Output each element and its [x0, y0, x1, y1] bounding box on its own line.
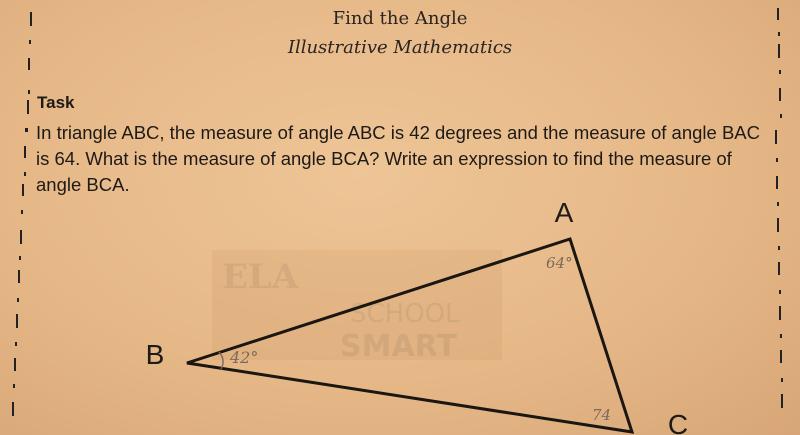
border-dash [781, 394, 783, 408]
border-dash [780, 114, 782, 118]
border-dash [779, 70, 781, 74]
border-dash [15, 342, 17, 346]
task-heading: Task [37, 93, 75, 112]
watermark-text-3: SMART [340, 329, 457, 364]
border-dash [777, 202, 779, 206]
border-dash [25, 128, 28, 132]
border-dash [780, 350, 782, 363]
worksheet-source: Illustrative Mathematics [287, 37, 513, 58]
border-dash [780, 334, 782, 338]
border-dash [24, 146, 26, 158]
border-dash [28, 90, 30, 94]
worksheet-title: Find the Angle [332, 8, 468, 29]
border-dash [18, 270, 20, 283]
vertex-label-a: A [554, 197, 574, 228]
border-dash [28, 58, 30, 70]
border-dash [779, 306, 781, 320]
border-dash [24, 172, 26, 176]
border-dash [13, 384, 15, 388]
border-dash [776, 176, 778, 189]
border-dash [16, 314, 18, 328]
border-dash [20, 230, 22, 244]
border-dash [778, 246, 780, 250]
task-text: In triangle ABC, the measure of angle ABC is 42 degrees and the measure of angle BAC is 64. What is the measure of angle BCA? Write an expression to find the measure of angle BCA. [36, 122, 760, 195]
border-dash [779, 88, 781, 101]
border-dash [781, 378, 783, 382]
border-dash [776, 158, 778, 162]
border-dash [777, 8, 779, 20]
border-dash [29, 40, 31, 44]
watermark-text-1: ELA [222, 257, 299, 297]
border-dash [12, 402, 14, 416]
border-dash [27, 100, 29, 114]
angle-annotation-a: 64° [546, 254, 573, 272]
border-dash [22, 184, 24, 196]
angle-annotation-c: 74 [592, 406, 612, 424]
border-dash [17, 298, 19, 302]
border-dash [778, 32, 780, 36]
vertex-label-c: C [667, 409, 689, 435]
border-dash [778, 44, 780, 58]
angle-annotation-b: 42° [230, 348, 259, 367]
border-dash [778, 262, 780, 275]
border-dash [775, 130, 777, 144]
border-dash [777, 218, 779, 232]
border-dash [30, 12, 32, 26]
border-dash [21, 210, 23, 214]
border-dash [19, 256, 21, 260]
vertex-label-b: B [145, 339, 165, 370]
border-dash [779, 290, 781, 294]
watermark-text-2: SCHOOL [350, 299, 460, 329]
border-dash [14, 358, 16, 371]
